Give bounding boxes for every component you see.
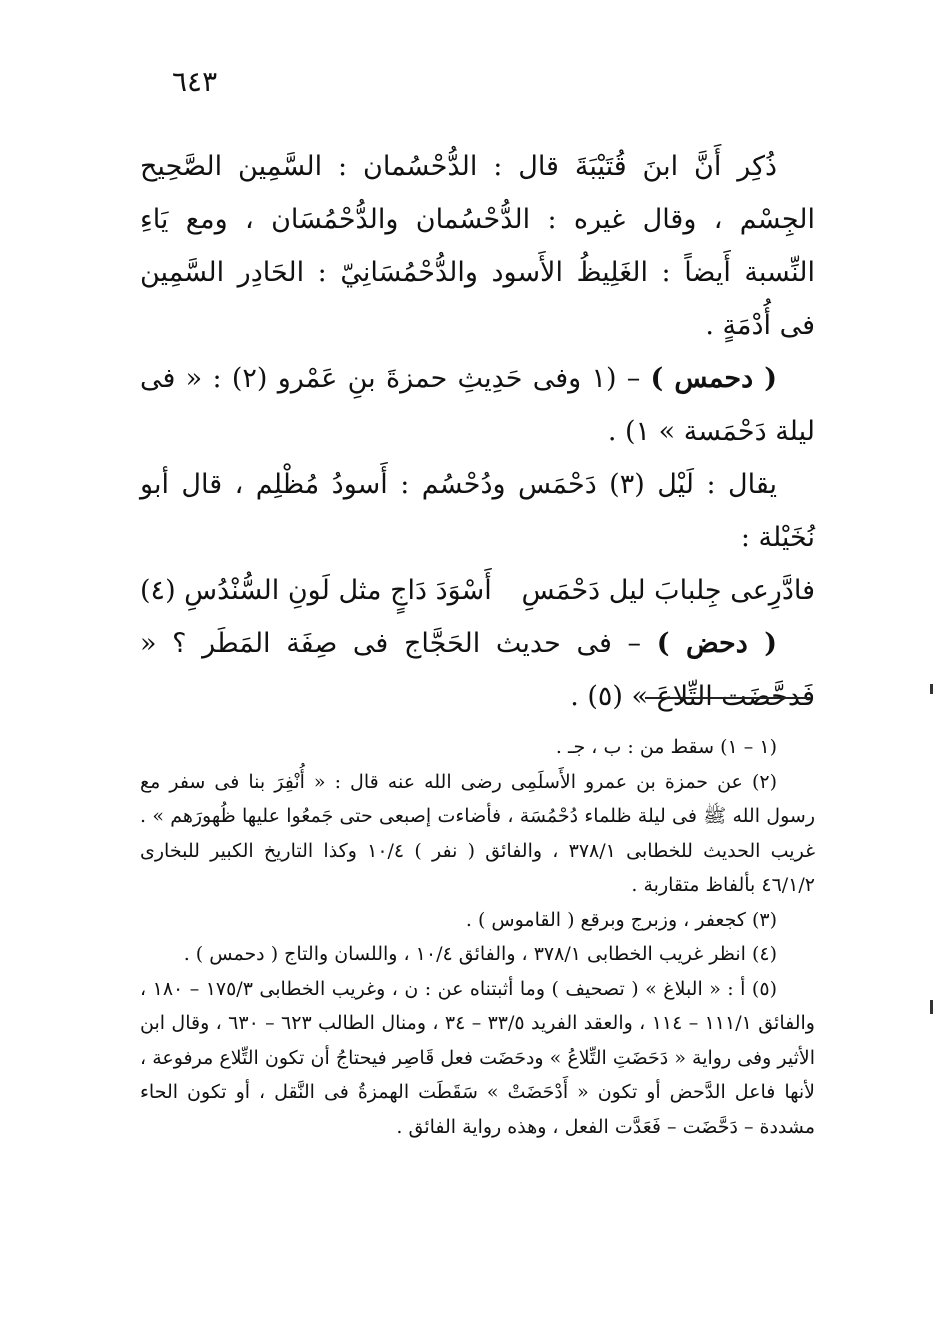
- footnotes: [140, 730, 815, 1144]
- verse-first-hemistich: فادَّرِعى جِلبابَ ليل دَحْمَسِ: [521, 575, 815, 606]
- footnote-5: (٥) أ : « البلاغ » ( تصحيف ) وما أثبتناه عن : ن ، وغريب الخطابى ١٧٥/٣ – ١٨٠ ، والفائق ١١١/١ – ١١٤ ، والعقد الفريد ٣٣/٥ – ٣٤ ، ومنال الطالب ٦٢٣ – ٦٣٠ ، وقال ابن الأثير وفى رواية « دَحَضَتِ التِّلاعُ » ودحَضَت فعل قَاصِر فيحتاجُ أن تكون التِّلاع مرفوعة ، لأنها فاعل الدَّحض أو تكون « أَدْحَضَتْ » سَقَطَت الهمزةُ فى النَّقل ، أو تكون الحاء مشددة – دَحَّضَت – فَعَدَّت الفعل ، وهذه رواية الفائق .: [140, 977, 815, 1138]
- poetry-verse: [140, 564, 815, 617]
- footnote-4: (٤) انظر غريب الخطابى ٣٧٨/١ ، والفائق ١٠/٤ ، واللسان والتاج ( دحمس ) .: [183, 943, 777, 965]
- entry-heading-dahad: ( دحض ): [656, 628, 777, 659]
- footnote-1: (١ – ١) سقط من : ب ، جـ .: [555, 736, 777, 758]
- margin-mark-top: [930, 684, 933, 694]
- margin-mark-bottom: [930, 1000, 933, 1014]
- entry-heading-dahmas: ( دحمس ): [650, 363, 777, 394]
- entry-text-dahmas: – (١ وفى حَدِيثِ حمزةَ بنِ عَمْرو (٢) : « فى ليلة دَحْمَسة » ١) .: [140, 363, 815, 447]
- paragraph-dahsuman: ذُكِر أَنَّ ابنَ قُتَيْبَةَ قال : الدُّحْسُمان : السَّمِين الصَّحِيح الجِسْم ، وقال غيره : الدُّحْسُمان والدُّحْمُسَان ، ومع يَاءِ النِّسبة أَيضاً : الغَلِيظُ الأَسود والدُّحْمُسَانِيّ : الحَادِر السَّمِين فى أُدْمَةٍ .: [140, 151, 815, 341]
- main-text: [140, 140, 815, 723]
- footnote-separator: [645, 697, 810, 699]
- paragraph-layl-dahmas: يقال : لَيْل (٣) دَحْمَس ودُحْسُم : أَسودُ مُظْلِم ، قال أبو نُخَيْلة :: [140, 469, 815, 553]
- entry-text-dahad: – فى حديث الحَجَّاج فى صِفَة المَطَر ؟ « فَدحَّضَت التِّلاعَ » (٥) .: [140, 628, 815, 712]
- footnote-2: (٢) عن حمزة بن عمرو الأَسلَمِى رضى الله عنه قال : « أُنْفِرَ بنا فى سفر مع رسول الله ﷺ فى ليلة ظلماء دُحْمُسَة ، فأضاءت إصبعى حتى جَمعُوا عليها ظُهورَهم » . غريب الحديث للخطابى ٣٧٨/١ ، والفائق ( نفر ) ١٠/٤ وكذا التاريخ الكبير للبخارى ٤٦/١/٢ بألفاظ متقاربة .: [140, 770, 816, 896]
- page-number: ٦٤٣: [172, 65, 218, 98]
- entry-dahmas: [140, 352, 815, 458]
- verse-second-hemistich: أَسْوَدَ دَاجٍ مثل لَونِ السُّنْدُسِ (٤): [140, 575, 492, 606]
- entry-dahad: [140, 617, 815, 723]
- footnote-3: (٣) كجعفر ، وزبرج وبرقع ( القاموس ) .: [465, 908, 777, 931]
